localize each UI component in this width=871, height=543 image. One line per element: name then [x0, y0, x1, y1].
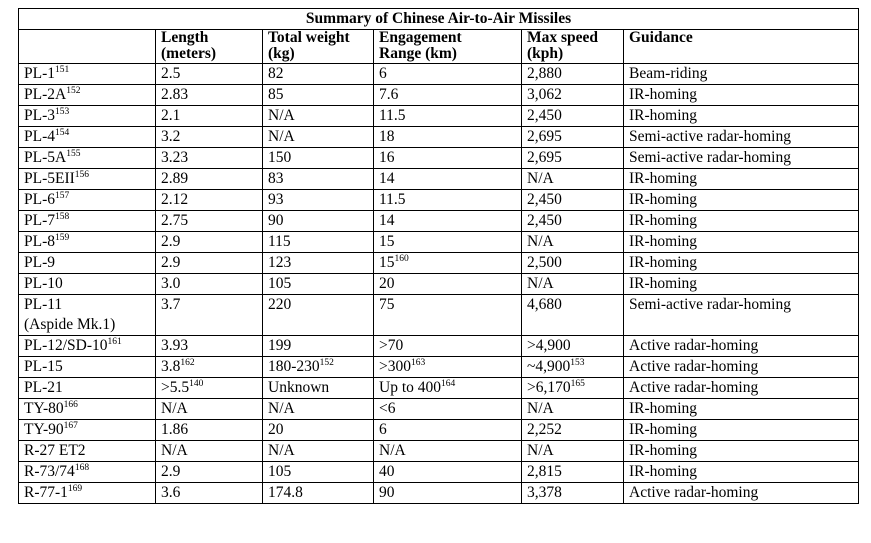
footnote-ref: 155 — [66, 149, 81, 159]
guidance-cell — [624, 127, 859, 148]
cell-text: 2,450 — [527, 191, 562, 208]
length-cell — [156, 211, 263, 232]
table-row — [19, 148, 859, 169]
missile-name-cell — [19, 169, 156, 190]
footnote-ref: 166 — [63, 400, 78, 410]
footnote-ref: 169 — [67, 484, 83, 494]
length-cell — [156, 357, 263, 378]
cell-text: TY-90 — [24, 421, 64, 438]
cell-text: 2,450 — [527, 107, 562, 124]
cell-text: 3.6 — [161, 484, 181, 501]
table-row — [19, 85, 859, 106]
weight-cell — [263, 274, 374, 295]
guidance-cell — [624, 274, 859, 295]
range-cell — [374, 420, 522, 441]
cell-text: 14 — [379, 170, 395, 187]
footnote-ref: 153 — [55, 107, 70, 117]
cell-text: 6 — [379, 65, 387, 82]
length-cell — [156, 399, 263, 420]
cell-text: Active radar-homing — [629, 337, 759, 354]
cell-text: Beam-riding — [629, 65, 708, 82]
cell-text: 93 — [268, 191, 284, 208]
cell-text: N/A — [268, 128, 295, 145]
cell-text: 2.9 — [161, 254, 181, 271]
cell-text: 3,378 — [527, 484, 562, 501]
cell-text: PL-21 — [24, 379, 63, 396]
guidance-cell — [624, 253, 859, 274]
header-cell-name — [19, 30, 156, 64]
length-cell — [156, 127, 263, 148]
missile-name-cell — [19, 378, 156, 399]
cell-text: 174.8 — [268, 484, 303, 501]
cell-text: N/A — [268, 442, 295, 459]
weight-cell — [263, 169, 374, 190]
speed-cell — [522, 169, 624, 190]
cell-text: >5.5 — [161, 379, 190, 396]
table-row — [19, 357, 859, 378]
cell-text: 2,500 — [527, 254, 562, 271]
cell-text: TY-80 — [24, 400, 64, 417]
length-cell — [156, 190, 263, 211]
footnote-ref: 154 — [55, 128, 70, 138]
guidance-cell — [624, 357, 859, 378]
table-row — [19, 127, 859, 148]
weight-cell — [263, 378, 374, 399]
cell-text: 85 — [268, 86, 284, 103]
range-cell — [374, 211, 522, 232]
cell-text: IR-homing — [629, 170, 698, 187]
cell-text: 2.12 — [161, 191, 189, 208]
weight-cell — [263, 483, 374, 504]
table-row — [19, 462, 859, 483]
cell-text: 7.6 — [379, 86, 399, 103]
table-row — [19, 253, 859, 274]
guidance-cell — [624, 420, 859, 441]
table-row — [19, 106, 859, 127]
cell-text: 2,695 — [527, 149, 562, 166]
cell-text: 2,450 — [527, 212, 562, 229]
missile-name-cell — [19, 253, 156, 274]
missile-name-cell — [19, 211, 156, 232]
cell-text: 14 — [379, 212, 395, 229]
speed-cell — [522, 295, 624, 336]
cell-text: PL-9 — [24, 254, 55, 271]
length-cell — [156, 85, 263, 106]
cell-text: 220 — [268, 296, 292, 313]
cell-text: IR-homing — [629, 421, 698, 438]
speed-cell — [522, 85, 624, 106]
cell-text: N/A — [527, 400, 554, 417]
speed-cell — [522, 441, 624, 462]
footnote-ref: 161 — [107, 337, 122, 347]
guidance-cell — [624, 441, 859, 462]
cell-text: Semi-active radar-homing — [629, 296, 791, 313]
cell-text: 82 — [268, 65, 284, 82]
cell-text: 3.2 — [161, 128, 181, 145]
cell-text: PL-5EII — [24, 170, 75, 187]
cell-text: PL-10 — [24, 275, 63, 292]
table-row — [19, 441, 859, 462]
length-cell — [156, 336, 263, 357]
cell-text: N/A — [268, 400, 295, 417]
missile-name-cell — [19, 441, 156, 462]
cell-text: PL-4 — [24, 128, 55, 145]
guidance-cell — [624, 483, 859, 504]
cell-text: PL-5A — [24, 149, 67, 166]
missile-name-cell — [19, 274, 156, 295]
cell-text: 2,695 — [527, 128, 562, 145]
table-row — [19, 64, 859, 85]
cell-text: 3.93 — [161, 337, 189, 354]
missile-name-cell — [19, 85, 156, 106]
cell-text: 6 — [379, 421, 387, 438]
cell-text: 3.23 — [161, 149, 189, 166]
cell-text: 150 — [268, 149, 292, 166]
cell-text: 3,062 — [527, 86, 562, 103]
length-cell — [156, 169, 263, 190]
range-cell — [374, 190, 522, 211]
cell-text: IR-homing — [629, 275, 698, 292]
length-cell — [156, 295, 263, 336]
cell-text: Semi-active radar-homing — [629, 128, 791, 145]
range-cell — [374, 462, 522, 483]
cell-text: 18 — [379, 128, 395, 145]
guidance-cell — [624, 64, 859, 85]
weight-cell — [263, 190, 374, 211]
cell-text: >70 — [379, 337, 404, 354]
missile-name-cell — [19, 357, 156, 378]
table-body — [19, 64, 859, 504]
cell-text: N/A — [527, 275, 554, 292]
guidance-cell — [624, 148, 859, 169]
range-cell — [374, 295, 522, 336]
cell-text: 15 — [379, 254, 395, 271]
range-cell — [374, 64, 522, 85]
weight-cell — [263, 399, 374, 420]
cell-text: 3.7 — [161, 296, 181, 313]
cell-text: 15 — [379, 233, 395, 250]
length-cell — [156, 420, 263, 441]
cell-text: PL-1 — [24, 65, 55, 82]
cell-text: N/A — [161, 400, 188, 417]
missile-name-cell — [19, 190, 156, 211]
footnote-ref: 140 — [189, 379, 204, 389]
cell-text: 2.5 — [161, 65, 181, 82]
missile-name-cell — [19, 420, 156, 441]
cell-text: 2,815 — [527, 463, 562, 480]
cell-text: PL-11 — [24, 296, 63, 313]
weight-cell — [263, 441, 374, 462]
range-cell — [374, 378, 522, 399]
table-row — [19, 378, 859, 399]
footnote-ref: 160 — [394, 254, 409, 264]
cell-text: IR-homing — [629, 442, 698, 459]
cell-text: N/A — [379, 442, 406, 459]
header-cell-length: Length (meters) — [156, 30, 263, 64]
cell-text: 83 — [268, 170, 284, 187]
footnote-ref: 159 — [55, 233, 70, 243]
guidance-cell — [624, 106, 859, 127]
header-row — [19, 30, 859, 64]
speed-cell — [522, 420, 624, 441]
cell-text: 2.75 — [161, 212, 189, 229]
cell-text: Active radar-homing — [629, 379, 759, 396]
cell-text: 199 — [268, 337, 292, 354]
range-cell — [374, 127, 522, 148]
weight-cell — [263, 148, 374, 169]
cell-text: Semi-active radar-homing — [629, 149, 791, 166]
cell-text: Up to 400 — [379, 379, 441, 396]
footnote-ref: 158 — [55, 212, 70, 222]
range-cell — [374, 399, 522, 420]
missile-name-cell — [19, 64, 156, 85]
missile-name-cell — [19, 232, 156, 253]
missile-name-cell — [19, 106, 156, 127]
range-cell — [374, 441, 522, 462]
table-row — [19, 399, 859, 420]
length-cell — [156, 106, 263, 127]
table-row — [19, 336, 859, 357]
range-cell — [374, 274, 522, 295]
cell-text: 3.0 — [161, 275, 181, 292]
footnote-ref: 152 — [319, 358, 334, 368]
missile-name-cell — [19, 148, 156, 169]
cell-text: Active radar-homing — [629, 358, 759, 375]
cell-text: 4,680 — [527, 296, 562, 313]
cell-text: IR-homing — [629, 463, 698, 480]
cell-text: 11.5 — [379, 107, 406, 124]
cell-text: PL-2A — [24, 86, 67, 103]
cell-text: 75 — [379, 296, 395, 313]
cell-text: >6,170 — [527, 379, 571, 396]
weight-cell — [263, 232, 374, 253]
table-row — [19, 483, 859, 504]
range-cell — [374, 106, 522, 127]
cell-text: 20 — [379, 275, 395, 292]
cell-text: 2.9 — [161, 233, 181, 250]
cell-text: >300 — [379, 358, 411, 375]
cell-text: 2.89 — [161, 170, 189, 187]
length-cell — [156, 232, 263, 253]
guidance-cell — [624, 295, 859, 336]
cell-text: 2.83 — [161, 86, 189, 103]
weight-cell — [263, 211, 374, 232]
cell-text: 105 — [268, 275, 292, 292]
guidance-cell — [624, 190, 859, 211]
cell-text: N/A — [527, 442, 554, 459]
cell-text: PL-15 — [24, 358, 63, 375]
weight-cell — [263, 85, 374, 106]
footnote-ref: 157 — [55, 191, 70, 201]
table-row — [19, 169, 859, 190]
range-cell — [374, 232, 522, 253]
cell-text: 2,880 — [527, 65, 562, 82]
cell-text: IR-homing — [629, 107, 698, 124]
weight-cell — [263, 295, 374, 336]
cell-text: <6 — [379, 400, 396, 417]
cell-text: IR-homing — [629, 400, 698, 417]
footnote-ref: 168 — [74, 463, 90, 473]
missile-name-cell — [19, 399, 156, 420]
cell-text: PL-3 — [24, 107, 55, 124]
table-title: Summary of Chinese Air-to-Air Missiles — [19, 9, 859, 30]
cell-text: IR-homing — [629, 212, 698, 229]
range-cell — [374, 336, 522, 357]
footnote-ref: 163 — [411, 358, 426, 368]
guidance-cell — [624, 399, 859, 420]
header-cell-speed: Max speed (kph) — [522, 30, 624, 64]
missile-summary-table — [18, 8, 859, 504]
cell-text: Active radar-homing — [629, 484, 759, 501]
footnote-ref: 162 — [180, 358, 195, 368]
footnote-ref: 152 — [66, 86, 81, 96]
weight-cell — [263, 106, 374, 127]
guidance-cell — [624, 85, 859, 106]
guidance-cell — [624, 232, 859, 253]
cell-text: N/A — [527, 233, 554, 250]
cell-text: ~4,900 — [527, 358, 571, 375]
table-row — [19, 420, 859, 441]
cell-text: PL-12/SD-10 — [24, 337, 108, 354]
cell-text: 105 — [268, 463, 292, 480]
missile-name-cell — [19, 483, 156, 504]
speed-cell — [522, 399, 624, 420]
speed-cell — [522, 106, 624, 127]
cell-text: IR-homing — [629, 233, 698, 250]
footnote-ref: 164 — [441, 379, 456, 389]
range-cell — [374, 148, 522, 169]
missile-name-cell — [19, 295, 156, 336]
table-row — [19, 274, 859, 295]
length-cell — [156, 148, 263, 169]
weight-cell — [263, 357, 374, 378]
speed-cell — [522, 127, 624, 148]
speed-cell — [522, 253, 624, 274]
speed-cell — [522, 483, 624, 504]
missile-name-cell — [19, 336, 156, 357]
speed-cell — [522, 336, 624, 357]
guidance-cell — [624, 211, 859, 232]
cell-text: 3.8 — [161, 358, 181, 375]
speed-cell — [522, 64, 624, 85]
length-cell — [156, 441, 263, 462]
table-row — [19, 295, 859, 336]
guidance-cell — [624, 336, 859, 357]
cell-text: Unknown — [268, 379, 330, 396]
weight-cell — [263, 462, 374, 483]
range-cell — [374, 85, 522, 106]
cell-text: IR-homing — [629, 86, 698, 103]
missile-name-cell — [19, 462, 156, 483]
weight-cell — [263, 420, 374, 441]
cell-text: 16 — [379, 149, 395, 166]
cell-text: 90 — [268, 212, 284, 229]
header-cell-range: Engagement Range (km) — [374, 30, 522, 64]
footnote-ref: 167 — [63, 421, 78, 431]
cell-text: 1.86 — [161, 421, 189, 438]
table-row — [19, 232, 859, 253]
range-cell — [374, 357, 522, 378]
cell-text: N/A — [527, 170, 554, 187]
speed-cell — [522, 190, 624, 211]
cell-text: 40 — [379, 463, 395, 480]
cell-text: 123 — [268, 254, 292, 271]
speed-cell — [522, 211, 624, 232]
cell-text: 115 — [268, 233, 291, 250]
range-cell — [374, 253, 522, 274]
header-cell-weight: Total weight (kg) — [263, 30, 374, 64]
cell-text: IR-homing — [629, 191, 698, 208]
length-cell — [156, 483, 263, 504]
cell-text: 11.5 — [379, 191, 406, 208]
speed-cell — [522, 232, 624, 253]
speed-cell — [522, 462, 624, 483]
footnote-ref: 165 — [570, 379, 585, 389]
length-cell — [156, 378, 263, 399]
table-row — [19, 190, 859, 211]
speed-cell — [522, 274, 624, 295]
cell-text: 2,252 — [527, 421, 562, 438]
range-cell — [374, 483, 522, 504]
length-cell — [156, 274, 263, 295]
speed-cell — [522, 378, 624, 399]
cell-text: 2.9 — [161, 463, 181, 480]
length-cell — [156, 64, 263, 85]
speed-cell — [522, 148, 624, 169]
speed-cell — [522, 357, 624, 378]
cell-text: R-77-1 — [24, 484, 68, 501]
header-cell-guidance: Guidance — [624, 30, 859, 64]
footnote-ref: 151 — [55, 65, 70, 75]
weight-cell — [263, 64, 374, 85]
cell-text: PL-6 — [24, 191, 55, 208]
weight-cell — [263, 127, 374, 148]
cell-text: N/A — [161, 442, 188, 459]
cell-text: PL-7 — [24, 212, 55, 229]
cell-text: 90 — [379, 484, 395, 501]
cell-text: IR-homing — [629, 254, 698, 271]
weight-cell — [263, 336, 374, 357]
cell-text: 180-230 — [268, 358, 320, 375]
guidance-cell — [624, 462, 859, 483]
table-row — [19, 211, 859, 232]
weight-cell — [263, 253, 374, 274]
cell-text: >4,900 — [527, 337, 571, 354]
footnote-ref: 153 — [570, 358, 585, 368]
cell-text-line2: (Aspide Mk.1) — [24, 316, 116, 333]
cell-text: R-73/74 — [24, 463, 75, 480]
length-cell — [156, 253, 263, 274]
cell-text: N/A — [268, 107, 295, 124]
cell-text: 2.1 — [161, 107, 181, 124]
missile-name-cell — [19, 127, 156, 148]
length-cell — [156, 462, 263, 483]
range-cell — [374, 169, 522, 190]
cell-text: R-27 ET2 — [24, 442, 86, 459]
footnote-ref: 156 — [74, 170, 90, 180]
guidance-cell — [624, 169, 859, 190]
guidance-cell — [624, 378, 859, 399]
cell-text: PL-8 — [24, 233, 55, 250]
cell-text: 20 — [268, 421, 284, 438]
